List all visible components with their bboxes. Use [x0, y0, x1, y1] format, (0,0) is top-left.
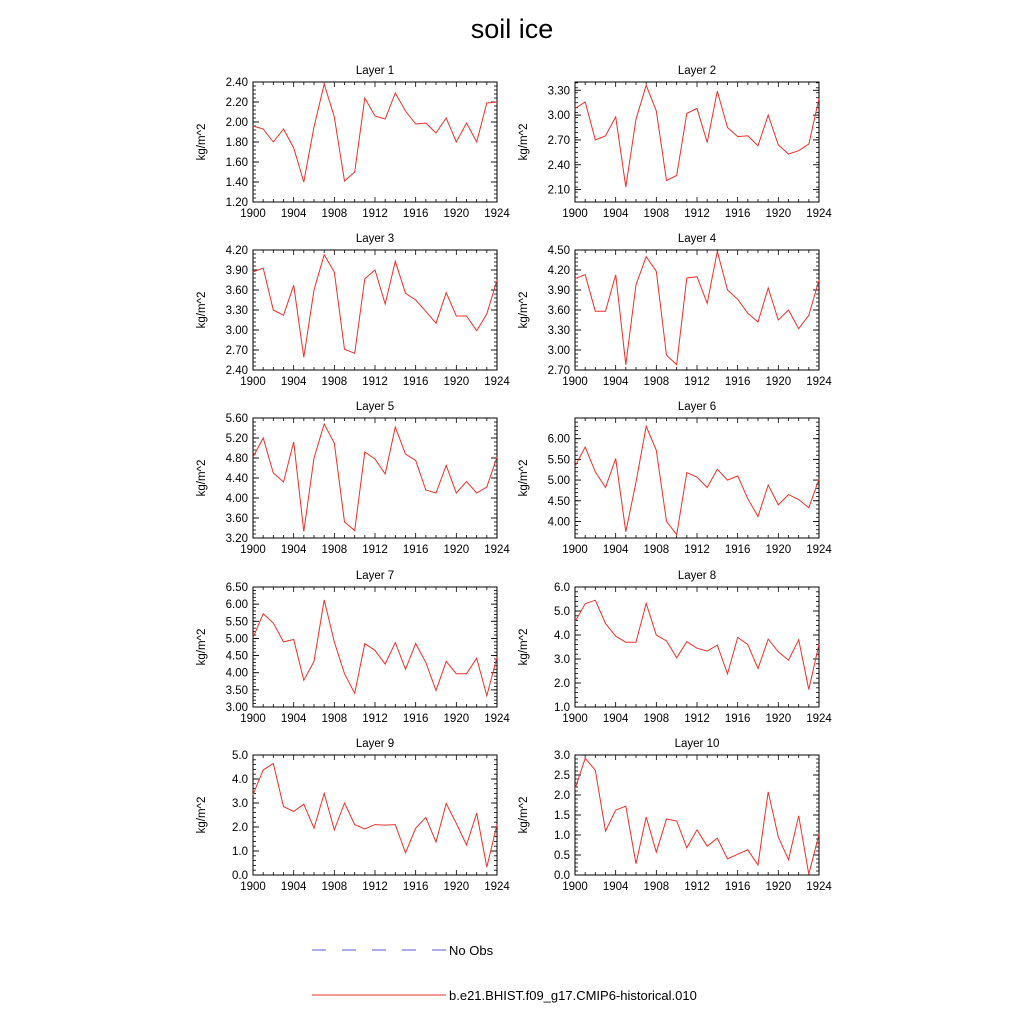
- x-tick-label: 1912: [362, 544, 388, 556]
- x-tick-label: 1908: [643, 208, 670, 220]
- x-tick-label: 1908: [643, 544, 670, 556]
- chart-panel-1: [196, 65, 510, 220]
- y-axis-label: kg/m^2: [196, 628, 208, 666]
- plot-frame: [253, 587, 497, 707]
- y-tick-label: 5.60: [225, 413, 248, 425]
- y-tick-label: 4.50: [547, 245, 570, 257]
- y-tick-label: 4.50: [547, 495, 570, 508]
- y-tick-label: 5.00: [225, 633, 248, 646]
- y-axis-label: kg/m^2: [518, 796, 530, 834]
- y-tick-label: 4.00: [225, 493, 248, 505]
- x-tick-label: 1924: [806, 881, 832, 893]
- x-tick-label: 1904: [280, 544, 307, 556]
- chart-panel-2: [518, 65, 832, 220]
- y-tick-label: 3.0: [232, 798, 248, 810]
- chart-panel-5: [196, 401, 510, 556]
- panel-title: Layer 10: [674, 738, 720, 750]
- y-tick-label: 3.00: [547, 110, 570, 123]
- y-tick-label: 3.90: [547, 285, 570, 297]
- x-tick-label: 1912: [362, 376, 388, 388]
- x-tick-label: 1916: [402, 881, 429, 893]
- chart-panel-9: [196, 738, 510, 893]
- plot-frame: [575, 587, 819, 707]
- y-tick-label: 6.0: [554, 582, 570, 594]
- x-tick-label: 1904: [602, 208, 629, 220]
- y-tick-label: 0.5: [554, 850, 570, 862]
- y-tick-label: 3.60: [547, 305, 570, 317]
- y-axis-label: kg/m^2: [196, 123, 208, 161]
- x-tick-label: 1908: [321, 544, 348, 556]
- y-tick-label: 1.0: [232, 846, 248, 858]
- x-tick-label: 1920: [443, 544, 470, 556]
- x-tick-label: 1900: [240, 208, 266, 220]
- legend: [312, 943, 697, 1003]
- series-line: [253, 600, 497, 696]
- series-line: [575, 426, 819, 534]
- x-tick-label: 1904: [602, 376, 629, 388]
- x-tick-label: 1920: [443, 713, 470, 725]
- x-tick-label: 1904: [602, 713, 629, 725]
- y-tick-label: 5.50: [225, 616, 248, 629]
- y-tick-label: 2.70: [547, 134, 570, 147]
- x-tick-label: 1908: [643, 376, 670, 388]
- x-tick-label: 1900: [562, 376, 588, 388]
- chart-panel-6: [518, 401, 832, 556]
- chart-panel-3: [196, 233, 510, 388]
- x-tick-label: 1916: [724, 544, 751, 556]
- x-tick-label: 1900: [562, 881, 588, 893]
- x-tick-label: 1916: [402, 208, 429, 220]
- y-tick-label: 6.00: [225, 599, 248, 612]
- y-tick-label: 2.40: [225, 365, 248, 377]
- y-tick-label: 1.20: [225, 197, 248, 209]
- legend-label-model: b.e21.BHIST.f09_g17.CMIP6-historical.010: [449, 988, 697, 1003]
- y-tick-label: 6.50: [225, 582, 248, 594]
- y-tick-label: 1.60: [225, 157, 248, 169]
- y-tick-label: 1.0: [554, 702, 570, 714]
- chart-panel-8: [518, 570, 832, 725]
- y-tick-label: 2.10: [547, 184, 570, 197]
- x-tick-label: 1916: [402, 544, 429, 556]
- x-tick-label: 1912: [684, 713, 710, 725]
- x-tick-label: 1916: [724, 881, 751, 893]
- y-tick-label: 3.30: [547, 85, 570, 98]
- x-tick-label: 1924: [484, 208, 510, 220]
- y-tick-label: 4.50: [225, 650, 248, 663]
- x-tick-label: 1900: [240, 881, 266, 893]
- y-tick-label: 5.0: [232, 750, 248, 762]
- y-tick-label: 2.40: [225, 77, 248, 89]
- series-line: [575, 85, 819, 187]
- x-tick-label: 1912: [362, 881, 388, 893]
- x-tick-label: 1916: [402, 713, 429, 725]
- x-tick-label: 1920: [443, 376, 470, 388]
- y-tick-label: 4.0: [554, 630, 570, 642]
- y-axis-label: kg/m^2: [518, 291, 530, 329]
- y-tick-label: 2.00: [225, 117, 248, 129]
- y-axis-label: kg/m^2: [196, 291, 208, 329]
- series-line: [253, 255, 497, 358]
- y-tick-label: 3.00: [547, 345, 570, 357]
- x-tick-label: 1916: [724, 208, 751, 220]
- x-tick-label: 1912: [684, 376, 710, 388]
- chart-panel-7: [196, 570, 510, 725]
- panel-title: Layer 9: [355, 738, 395, 750]
- x-tick-label: 1924: [806, 208, 832, 220]
- x-tick-label: 1924: [806, 713, 832, 725]
- y-tick-label: 2.5: [554, 770, 570, 782]
- y-axis-label: kg/m^2: [196, 459, 208, 497]
- x-tick-label: 1908: [321, 208, 348, 220]
- x-tick-label: 1912: [684, 544, 710, 556]
- x-tick-label: 1924: [806, 544, 832, 556]
- x-tick-label: 1916: [402, 376, 429, 388]
- y-tick-label: 0.0: [232, 870, 248, 882]
- x-tick-label: 1904: [602, 544, 629, 556]
- x-tick-label: 1900: [562, 208, 588, 220]
- plot-frame: [575, 250, 819, 370]
- series-line: [253, 424, 497, 532]
- y-tick-label: 2.40: [547, 159, 570, 172]
- x-tick-label: 1920: [765, 881, 792, 893]
- x-tick-label: 1920: [765, 544, 792, 556]
- x-tick-label: 1900: [240, 544, 266, 556]
- legend-label-no-obs: No Obs: [449, 943, 494, 958]
- chart-panel-10: [518, 738, 832, 893]
- series-line: [253, 84, 497, 182]
- y-tick-label: 5.20: [225, 433, 248, 445]
- x-tick-label: 1912: [362, 208, 388, 220]
- series-line: [575, 758, 819, 874]
- x-tick-label: 1908: [321, 881, 348, 893]
- y-tick-label: 4.00: [547, 516, 570, 529]
- y-axis-label: kg/m^2: [518, 628, 530, 666]
- y-tick-label: 1.5: [554, 810, 570, 822]
- y-tick-label: 2.20: [225, 97, 248, 109]
- panel-title: Layer 8: [677, 570, 717, 582]
- x-tick-label: 1904: [280, 881, 307, 893]
- x-tick-label: 1908: [321, 713, 348, 725]
- y-tick-label: 3.00: [225, 325, 248, 337]
- y-tick-label: 1.0: [554, 830, 570, 842]
- x-tick-label: 1904: [280, 376, 307, 388]
- x-tick-label: 1912: [684, 208, 710, 220]
- y-tick-label: 0.0: [554, 870, 570, 882]
- y-axis-label: kg/m^2: [518, 123, 530, 161]
- x-tick-label: 1920: [765, 208, 792, 220]
- panel-title: Layer 1: [355, 65, 395, 77]
- x-tick-label: 1900: [562, 544, 588, 556]
- y-tick-label: 3.20: [225, 533, 248, 545]
- y-tick-label: 2.0: [232, 822, 248, 834]
- x-tick-label: 1920: [765, 376, 792, 388]
- y-tick-label: 3.50: [225, 684, 248, 697]
- y-axis-label: kg/m^2: [518, 459, 530, 497]
- series-line: [575, 251, 819, 364]
- panel-title: Layer 6: [677, 401, 717, 413]
- y-tick-label: 4.0: [232, 774, 248, 786]
- panel-title: Layer 7: [355, 570, 395, 582]
- panel-title: Layer 2: [677, 65, 717, 77]
- x-tick-label: 1920: [443, 881, 470, 893]
- x-tick-label: 1904: [280, 208, 307, 220]
- plot-frame: [575, 418, 819, 538]
- plot-frame: [253, 418, 497, 538]
- y-tick-label: 5.00: [547, 475, 570, 488]
- x-tick-label: 1924: [484, 544, 510, 556]
- y-tick-label: 2.70: [547, 365, 570, 377]
- x-tick-label: 1908: [321, 376, 348, 388]
- x-tick-label: 1908: [643, 881, 670, 893]
- x-tick-label: 1916: [724, 713, 751, 725]
- y-axis-label: kg/m^2: [196, 796, 208, 834]
- y-tick-label: 3.30: [547, 325, 570, 337]
- y-tick-label: 1.40: [225, 177, 248, 189]
- y-tick-label: 1.80: [225, 137, 248, 149]
- y-tick-label: 2.70: [225, 345, 248, 357]
- y-tick-label: 3.0: [554, 654, 570, 666]
- x-tick-label: 1920: [765, 713, 792, 725]
- y-tick-label: 3.30: [225, 305, 248, 317]
- plot-frame: [253, 82, 497, 202]
- panel-title: Layer 5: [355, 401, 395, 413]
- y-tick-label: 5.50: [547, 454, 570, 467]
- y-tick-label: 3.60: [225, 285, 248, 297]
- series-line: [253, 763, 497, 867]
- y-tick-label: 3.0: [554, 750, 570, 762]
- x-tick-label: 1900: [240, 376, 266, 388]
- x-tick-label: 1904: [602, 881, 629, 893]
- x-tick-label: 1920: [443, 208, 470, 220]
- y-tick-label: 3.00: [225, 702, 248, 714]
- plot-frame: [575, 755, 819, 875]
- y-tick-label: 4.20: [547, 265, 570, 277]
- y-tick-label: 3.60: [225, 513, 248, 525]
- x-tick-label: 1900: [562, 713, 588, 725]
- y-tick-label: 2.0: [554, 790, 570, 802]
- y-tick-label: 5.0: [554, 606, 570, 618]
- y-tick-label: 3.90: [225, 265, 248, 277]
- y-tick-label: 6.00: [547, 433, 570, 446]
- x-tick-label: 1924: [484, 713, 510, 725]
- x-tick-label: 1916: [724, 376, 751, 388]
- plot-frame: [575, 82, 819, 202]
- x-tick-label: 1904: [280, 713, 307, 725]
- x-tick-label: 1924: [484, 881, 510, 893]
- y-tick-label: 2.0: [554, 678, 570, 690]
- page-title: soil ice: [470, 14, 554, 44]
- plot-frame: [253, 250, 497, 370]
- x-tick-label: 1908: [643, 713, 670, 725]
- y-tick-label: 4.20: [225, 245, 248, 257]
- x-tick-label: 1924: [806, 376, 832, 388]
- panel-title: Layer 4: [677, 233, 717, 245]
- x-tick-label: 1912: [684, 881, 710, 893]
- chart-panel-4: [518, 233, 832, 388]
- series-line: [575, 600, 819, 689]
- plot-frame: [253, 755, 497, 875]
- y-tick-label: 4.00: [225, 667, 248, 680]
- y-tick-label: 4.80: [225, 453, 248, 465]
- x-tick-label: 1924: [484, 376, 510, 388]
- panel-title: Layer 3: [355, 233, 395, 245]
- y-tick-label: 4.40: [225, 473, 248, 485]
- x-tick-label: 1912: [362, 713, 388, 725]
- x-tick-label: 1900: [240, 713, 266, 725]
